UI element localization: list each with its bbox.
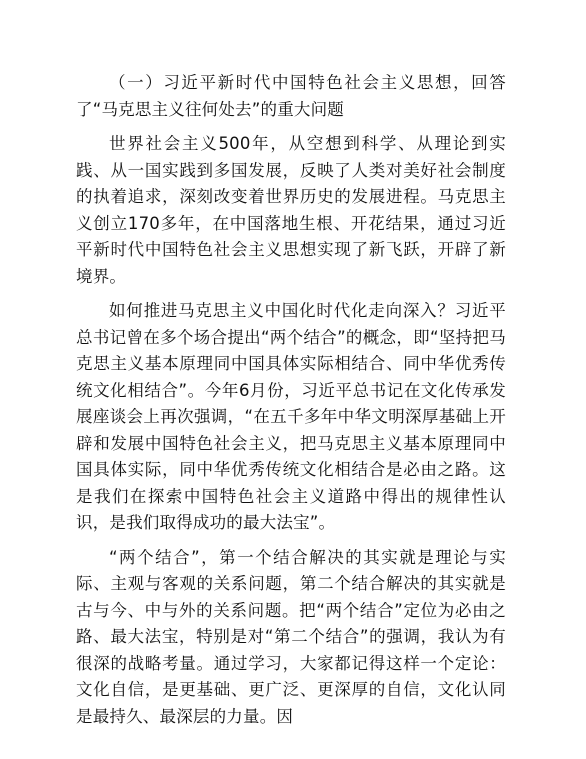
section-heading: （一）习近平新时代中国特色社会主义思想，回答了“马克思主义往何处去”的重大问题 [76,73,506,119]
paragraph-1: 世界社会主义500年，从空想到科学、从理论到实践、从一国实践到多国发展，反映了人类对美好社会制度的执着追求，深刻改变着世界历史的发展进程。马克思主义创立170多年，在中国落地生根、开花结果，通过习近平新时代中国特色社会主义思想实现了新飞跃，开辟了新境界。 [76,134,506,286]
paragraph-3: “两个结合”，第一个结合解决的其实就是理论与实际、主观与客观的关系问题，第二个结合解决的其实就是古与今、中与外的关系问题。把“两个结合”定位为必由之路、最大法宝，特别是对“第二个结合”的强调，我认为有很深的战略考量。通过学习，大家都记得这样一个定论：文化自信，是更基础、更广泛、更深厚的自信，文化认同是最持久、最深层的力量。因 [76,547,506,726]
document-body [76,70,506,738]
paragraph-2: 如何推进马克思主义中国化时代化走向深入？习近平总书记曾在多个场合提出“两个结合”的概念，即“坚持把马克思主义基本原理同中国具体实际相结合、同中华优秀传统文化相结合”。今年6月份，习近平总书记在文化传承发展座谈会上再次强调，“在五千多年中华文明深厚基础上开辟和发展中国特色社会主义，把马克思主义基本原理同中国具体实际，同中华优秀传统文化相结合是必由之路。这是我们在探索中国特色社会主义道路中得出的规律性认识，是我们取得成功的最大法宝”。 [76,301,506,532]
